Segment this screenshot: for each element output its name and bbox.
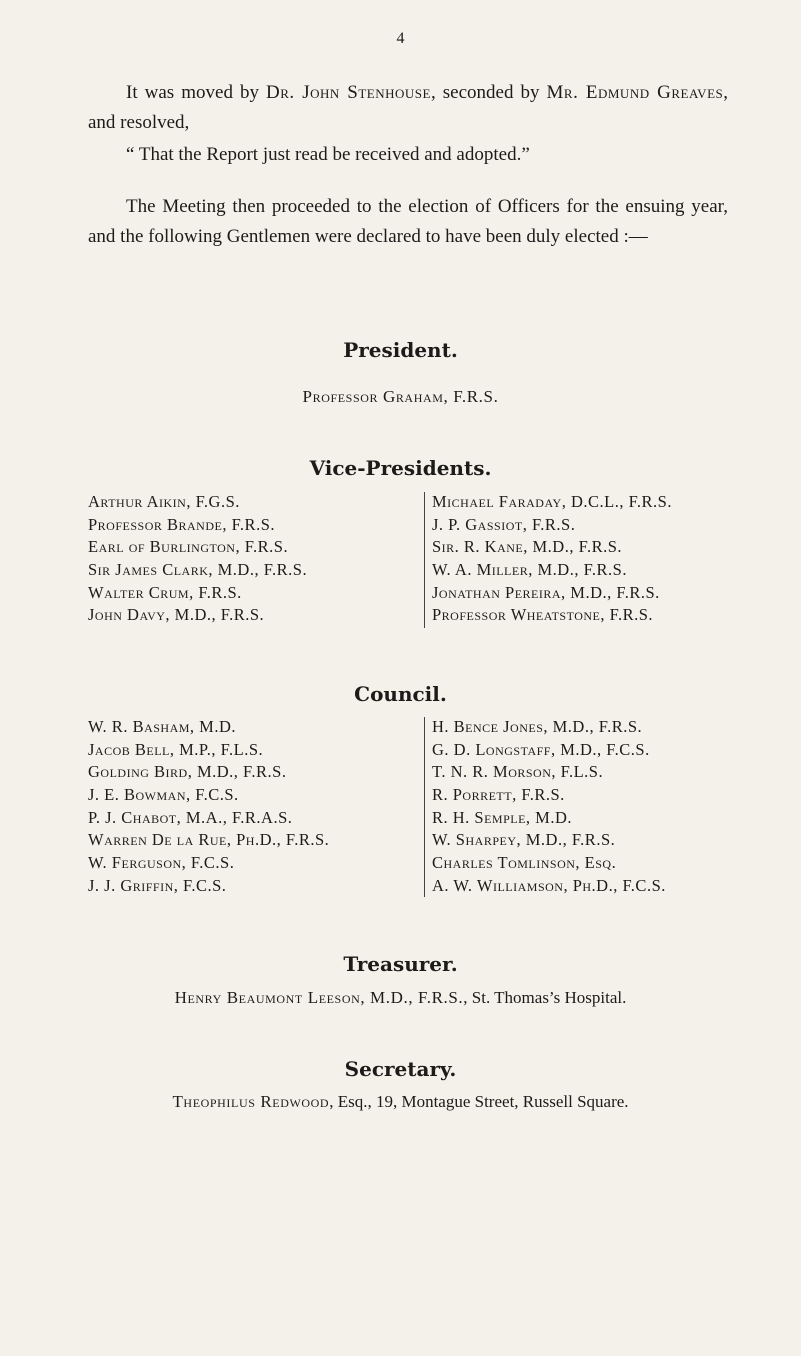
list-item: G. D. Longstaff, M.D., F.C.S. <box>432 739 650 759</box>
council-left-column <box>88 716 329 898</box>
list-item: Michael Faraday, D.C.L., F.R.S. <box>432 492 672 511</box>
list-item: Jacob Bell, M.P., F.L.S. <box>88 739 264 759</box>
list-item: Warren De la Rue, Ph.D., F.R.S. <box>88 830 330 850</box>
list-item: Professor Wheatstone, F.R.S. <box>432 605 654 625</box>
list-item: Golding Bird, M.D., F.R.S. <box>88 762 287 782</box>
list-item: T. N. R. Morson, F.L.S. <box>432 762 604 782</box>
treasurer-line <box>0 988 801 1008</box>
motion-prefix: It was moved by <box>126 82 267 103</box>
treasurer-name: Henry Beaumont Leeson, M.D., F.R.S. <box>174 988 464 1007</box>
vice-presidents-left-column <box>88 491 307 627</box>
resolved-text: , and resolved, <box>88 82 728 133</box>
list-item: John Davy, M.D., F.R.S. <box>88 605 265 625</box>
page-number: 4 <box>396 30 405 47</box>
secretary-line <box>0 1092 801 1112</box>
list-item: Sir. R. Kane, M.D., F.R.S. <box>432 537 623 557</box>
seconder-name: Mr. Edmund Greaves <box>546 82 724 103</box>
list-item: Walter Crum, F.R.S. <box>88 582 242 602</box>
vice-presidents-heading: Vice-Presidents. <box>309 456 492 480</box>
secretary-heading: Secretary. <box>344 1057 457 1081</box>
list-item: W. R. Basham, M.D. <box>88 717 236 736</box>
list-item: Arthur Aikin, F.G.S. <box>88 492 240 511</box>
list-item: W. Ferguson, F.C.S. <box>88 853 235 873</box>
list-item: W. Sharpey, M.D., F.R.S. <box>432 830 616 850</box>
seconded-text: , seconded by <box>430 82 547 103</box>
list-item: J. E. Bowman, F.C.S. <box>88 785 239 805</box>
list-item: Earl of Burlington, F.R.S. <box>88 537 289 557</box>
list-item: Sir James Clark, M.D., F.R.S. <box>88 560 308 580</box>
list-item: R. Porrett, F.R.S. <box>432 785 565 805</box>
list-item: Jonathan Pereira, M.D., F.R.S. <box>432 582 660 602</box>
list-item: A. W. Williamson, Ph.D., F.C.S. <box>432 875 666 895</box>
list-item: H. Bence Jones, M.D., F.R.S. <box>432 717 643 736</box>
column-divider <box>424 492 425 628</box>
list-item: R. H. Semple, M.D. <box>432 807 573 827</box>
list-item: P. J. Chabot, M.A., F.R.A.S. <box>88 807 293 827</box>
list-item: J. P. Gassiot, F.R.S. <box>432 514 576 534</box>
resolution-quote: “ That the Report just read be received and adopted.” <box>126 144 530 165</box>
treasurer-detail: , St. Thomas’s Hospital. <box>463 988 627 1007</box>
secretary-name: Theophilus Redwood <box>172 1092 330 1111</box>
secretary-detail: , Esq., 19, Montague Street, Russell Square. <box>329 1092 629 1111</box>
president-heading: President. <box>343 338 458 362</box>
president-name: Professor Graham, F.R.S. <box>302 387 499 406</box>
column-divider <box>424 717 425 897</box>
treasurer-heading: Treasurer. <box>343 952 458 976</box>
council-heading: Council. <box>354 682 447 706</box>
motion-paragraph <box>88 78 728 138</box>
vice-presidents-right-column <box>432 491 672 627</box>
list-item: Professor Brande, F.R.S. <box>88 514 275 534</box>
council-right-column <box>432 716 666 898</box>
election-paragraph: The Meeting then proceeded to the election of Officers for the ensuing year, and the following Gentlemen were declared to have been duly elected :— <box>88 196 728 247</box>
list-item: J. J. Griffin, F.C.S. <box>88 875 227 895</box>
list-item: W. A. Miller, M.D., F.R.S. <box>432 560 627 580</box>
mover-name: Dr. John Stenhouse <box>266 82 431 103</box>
list-item: Charles Tomlinson, Esq. <box>432 853 617 873</box>
